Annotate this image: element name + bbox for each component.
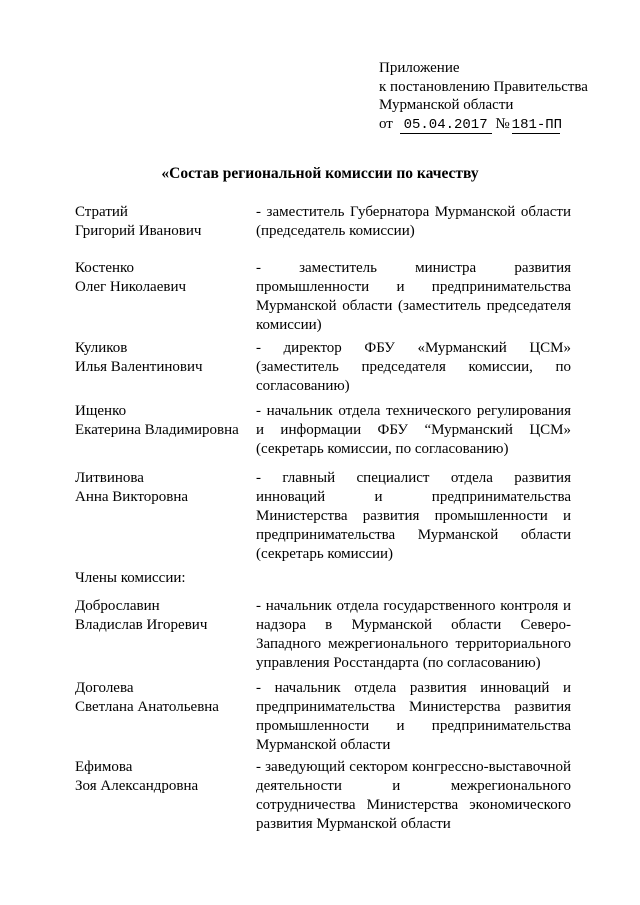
member-surname: Куликов [75,340,128,356]
member-given-names: Илья Валентинович [75,359,203,375]
member-name [75,402,250,440]
member-surname: Ищенко [75,403,127,419]
member-name [75,339,250,377]
member-position: - заместитель министра развития промышленности и предпринимательства Мурманской области (заместитель председателя комиссии) [256,260,571,333]
member-name [75,259,250,297]
member-given-names: Олег Николаевич [75,279,187,295]
member-given-names: Светлана Анатольевна [75,699,219,715]
member-surname: Ефимова [75,759,133,775]
member-position: - заместитель Губернатора Мурманской области (председатель комиссии) [256,204,571,239]
appendix-line1: Приложение [379,60,460,76]
member-position: - начальник отдела технического регулирования и информации ФБУ “Мурманский ЦСМ» (секретарь комиссии, по согласованию) [256,403,571,457]
number-value: 181-ПП [511,116,563,133]
member-surname: Стратий [75,204,128,220]
member-given-names: Анна Викторовна [75,489,189,505]
member-given-names: Григорий Иванович [75,223,202,239]
member-position: - главный специалист отдела развития инноваций и предпринимательства Министерства развития промышленности и предпринимательства Мурманской области (секретарь комиссии) [256,470,571,562]
member-given-names: Зоя Александровна [75,778,199,794]
appendix-date-line [379,115,588,134]
member-name [75,758,250,796]
date-prefix: от [379,115,393,132]
member-surname: Доголева [75,680,134,696]
appendix-line3: Мурманской области [379,97,514,114]
document-title: «Состав региональной комиссии по качеству [161,165,479,182]
date-value: 05.04.2017 [400,118,492,134]
member-position: - начальник отдела государственного контроля и надзора в Мурманской области Северо-Западного межрегионального территориального управления Росстандарта (по согласованию) [256,598,571,671]
appendix-header [379,59,588,134]
member-surname: Костенко [75,260,135,276]
member-name [75,203,250,241]
member-position: - директор ФБУ «Мурманский ЦСМ» (заместитель председателя комиссии, по согласованию) [256,340,571,394]
member-position: - заведующий сектором конгрессно-выставочной деятельности и межрегионального сотрудничества Министерства экономического развития Мурманской области [256,759,571,832]
member-name [75,679,250,717]
appendix-line2: к постановлению Правительства [379,78,588,95]
number-prefix: № [495,115,510,132]
members-section-label: Члены комиссии: [75,570,186,586]
member-surname: Литвинова [75,470,144,486]
member-position: - начальник отдела развития инноваций и предпринимательства Министерства развития промышленности и предпринимательства Мурманской области [256,680,571,753]
member-surname: Доброславин [75,598,160,614]
member-given-names: Екатерина Владимировна [75,422,239,438]
member-given-names: Владислав Игоревич [75,617,208,633]
member-name [75,469,250,507]
member-name [75,597,250,635]
